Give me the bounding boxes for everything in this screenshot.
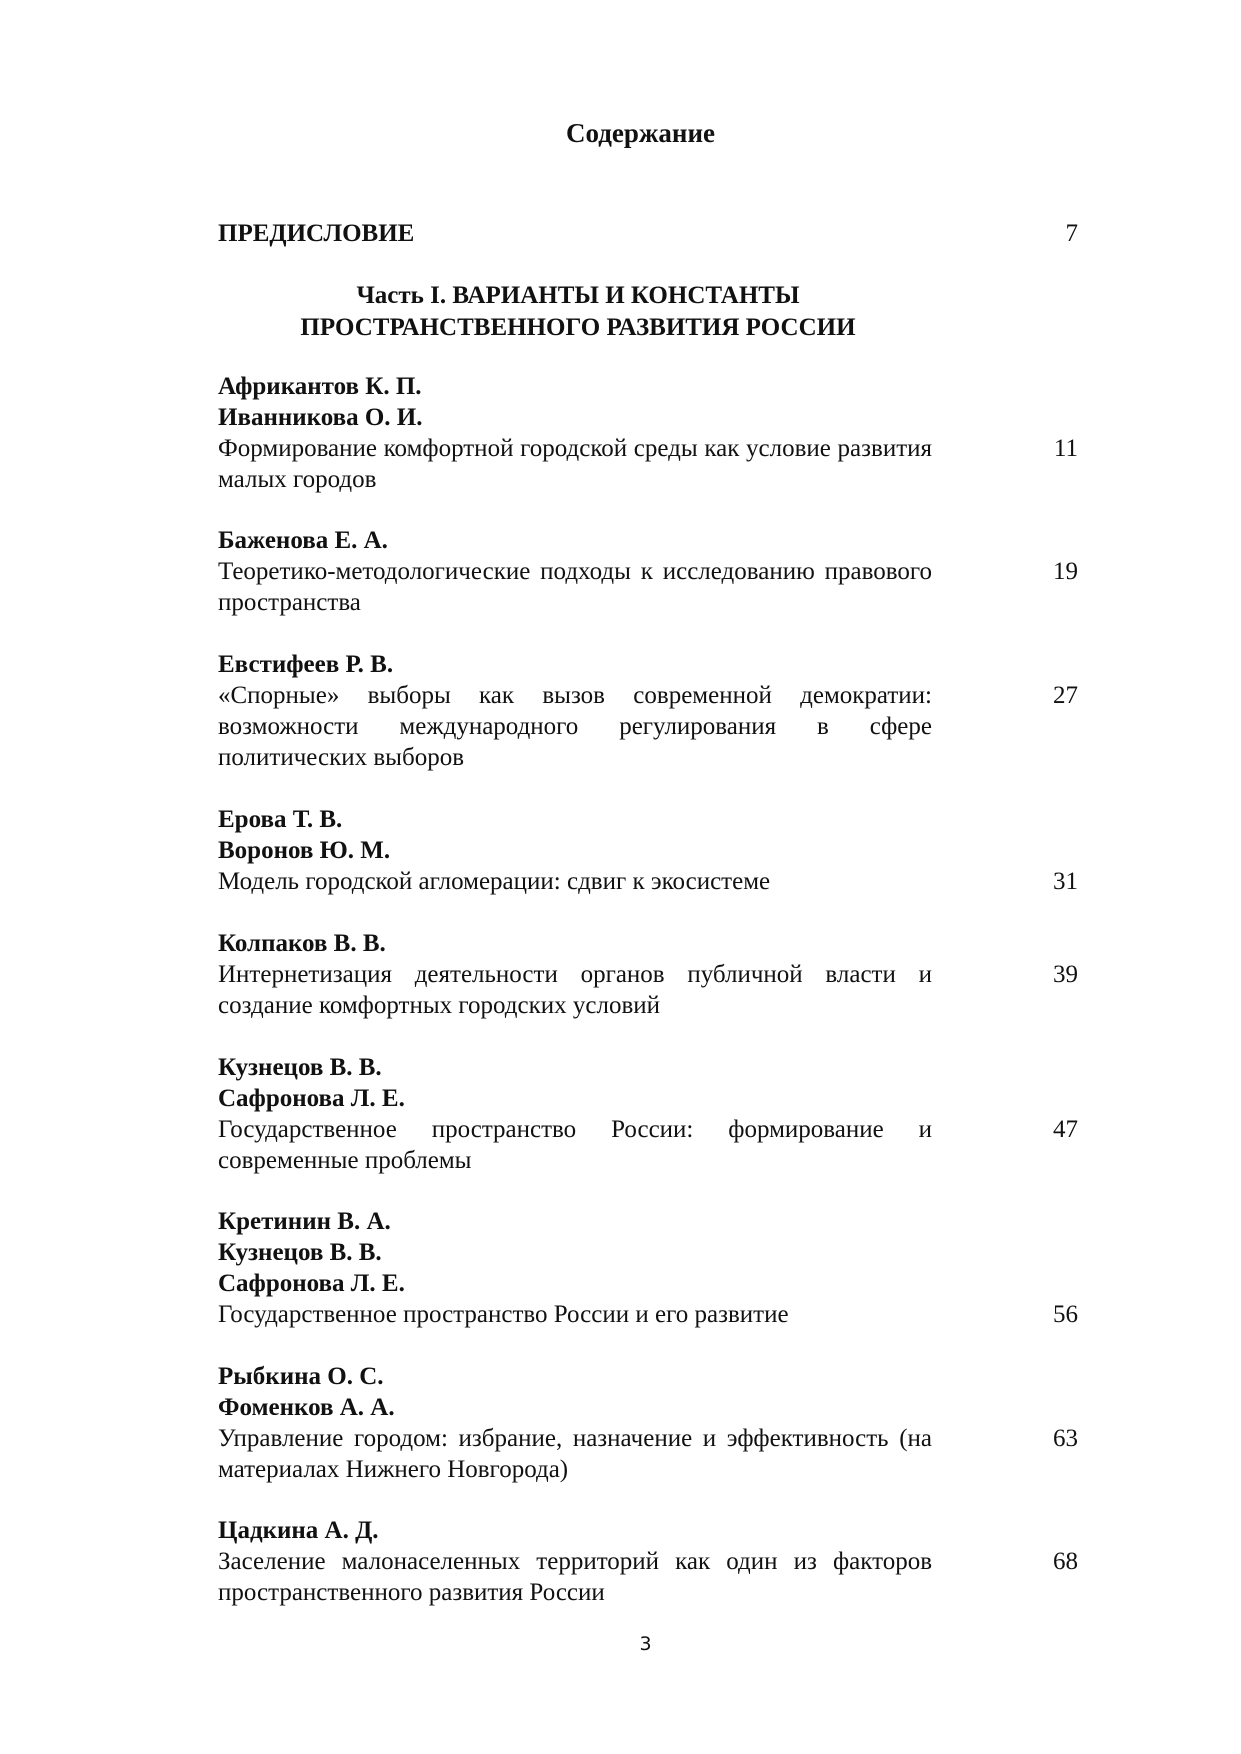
entry-author: Колпаков В. В.: [218, 930, 386, 957]
part-heading-line-2: ПРОСТРАНСТВЕННОГО РАЗВИТИЯ РОССИИ: [300, 314, 856, 341]
entry-page-number: 68: [1053, 1548, 1078, 1575]
part-heading: [218, 280, 938, 344]
toc-entry: [218, 1052, 1078, 1176]
entry-author: Сафронова Л. Е.: [218, 1085, 405, 1112]
entry-author: Иванникова О. И.: [218, 404, 423, 431]
entry-page-number: 19: [1053, 558, 1078, 585]
toc-entry: [218, 525, 1078, 618]
entry-row: [218, 866, 1078, 897]
entry-author: Кузнецов В. В.: [218, 1054, 382, 1081]
entry-title: Государственное пространство России: формирование и современные проблемы: [218, 1116, 932, 1174]
entry-row: [218, 556, 1078, 618]
entry-title: Государственное пространство России и его развитие: [218, 1301, 789, 1328]
toc-entry: [218, 649, 1078, 773]
entry-row: [218, 1546, 1078, 1608]
entry-row: [218, 959, 1078, 1021]
entry-row: [218, 1423, 1078, 1485]
entry-title: Управление городом: избрание, назначение и эффективность (на материалах Нижнего Новгорода): [218, 1425, 932, 1483]
entry-row: [218, 1114, 1078, 1176]
entry-author: Воронов Ю. М.: [218, 837, 391, 864]
part-heading-line-1: Часть I. ВАРИАНТЫ И КОНСТАНТЫ: [356, 282, 800, 309]
entry-title: Формирование комфортной городской среды как условие развития малых городов: [218, 435, 932, 493]
toc-entry: [218, 928, 1078, 1021]
entry-row: [218, 1299, 1078, 1330]
toc-entry: [218, 1206, 1078, 1330]
entry-page-number: 11: [1053, 435, 1078, 462]
entry-page-number: 56: [1053, 1301, 1078, 1328]
entry-title: «Спорные» выборы как вызов современной демократии: возможности международного регулирования в сфере политических выборов: [218, 682, 932, 771]
entry-row: [218, 680, 1078, 773]
entry-author: Кузнецов В. В.: [218, 1239, 382, 1266]
preface-page-number: 7: [1065, 220, 1078, 247]
entry-page-number: 39: [1053, 961, 1078, 988]
entry-title: Модель городской агломерации: сдвиг к экосистеме: [218, 868, 771, 895]
entry-page-number: 63: [1053, 1425, 1078, 1452]
entry-author: Африкантов К. П.: [218, 373, 422, 400]
entry-page-number: 47: [1053, 1116, 1078, 1143]
entry-author: Сафронова Л. Е.: [218, 1270, 405, 1297]
entry-author: Ерова Т. В.: [218, 806, 343, 833]
entry-author: Евстифеев Р. В.: [218, 651, 394, 678]
entry-title: Заселение малонаселенных территорий как один из факторов пространственного развития России: [218, 1548, 932, 1606]
entry-author: Фоменков А. А.: [218, 1394, 395, 1421]
contents-title: Содержание: [565, 118, 716, 148]
page-number: 3: [639, 1633, 652, 1655]
toc-entry: [218, 371, 1078, 495]
entry-author: Цадкина А. Д.: [218, 1517, 379, 1544]
toc-entry: [218, 1515, 1078, 1608]
entry-author: Рыбкина О. С.: [218, 1363, 384, 1390]
preface-entry: [218, 218, 1078, 250]
entry-page-number: 31: [1053, 868, 1078, 895]
preface-label: ПРЕДИСЛОВИЕ: [218, 220, 415, 247]
toc-entry: [218, 804, 1078, 897]
entry-row: [218, 433, 1078, 495]
entry-title: Интернетизация деятельности органов публичной власти и создание комфортных городских условий: [218, 961, 932, 1019]
entry-author: Баженова Е. А.: [218, 527, 388, 554]
entry-author: Кретинин В. А.: [218, 1208, 391, 1235]
entry-title: Теоретико-методологические подходы к исследованию правового пространства: [218, 558, 932, 616]
entry-page-number: 27: [1053, 682, 1078, 709]
toc-entry: [218, 1361, 1078, 1485]
